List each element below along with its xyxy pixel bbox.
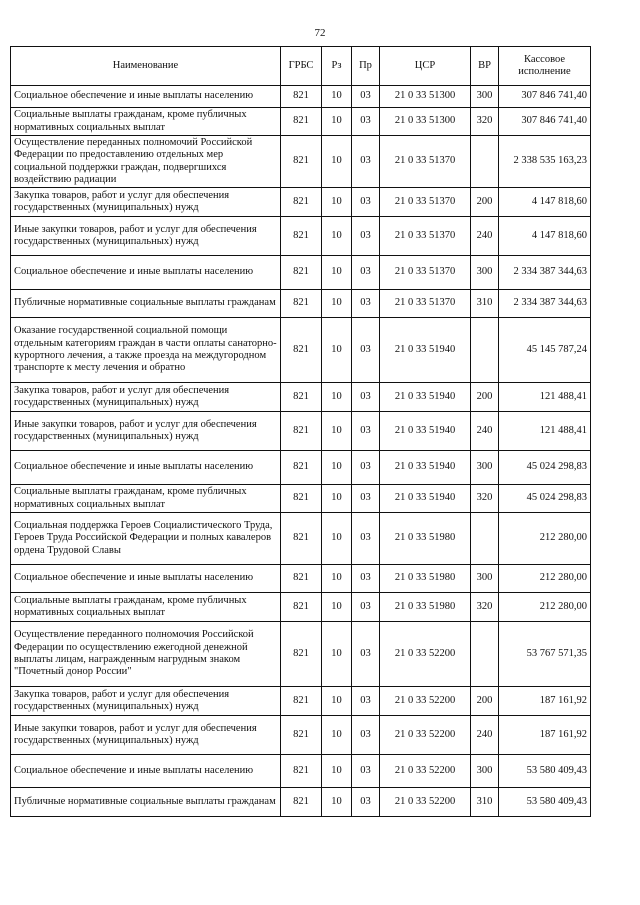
row-grbs: 821 [281,108,322,136]
table-row [11,622,591,687]
row-rz: 10 [322,383,352,412]
row-csr: 21 0 33 52200 [380,716,471,755]
row-name: Иные закупки товаров, работ и услуг для обеспечения государственных (муниципальных) нужд [11,716,281,755]
row-csr: 21 0 33 52200 [380,788,471,817]
row-csr: 21 0 33 51940 [380,451,471,485]
row-amount: 187 161,92 [499,716,591,755]
row-name: Закупка товаров, работ и услуг для обеспечения государственных (муниципальных) нужд [11,188,281,217]
row-amount: 187 161,92 [499,687,591,716]
row-rz: 10 [322,290,352,318]
row-rz: 10 [322,318,352,383]
row-grbs: 821 [281,687,322,716]
row-csr: 21 0 33 51370 [380,136,471,188]
row-pr: 03 [352,565,380,593]
row-rz: 10 [322,755,352,788]
row-csr: 21 0 33 52200 [380,622,471,687]
row-amount: 121 488,41 [499,383,591,412]
row-vr [471,318,499,383]
row-rz: 10 [322,86,352,108]
row-rz: 10 [322,451,352,485]
row-rz: 10 [322,108,352,136]
row-grbs: 821 [281,716,322,755]
row-csr: 21 0 33 51370 [380,290,471,318]
row-rz: 10 [322,217,352,256]
row-vr: 240 [471,716,499,755]
row-vr: 310 [471,788,499,817]
row-name: Иные закупки товаров, работ и услуг для обеспечения государственных (муниципальных) нужд [11,412,281,451]
row-name: Социальное обеспечение и иные выплаты населению [11,86,281,108]
row-pr: 03 [352,383,380,412]
row-vr: 310 [471,290,499,318]
row-name: Осуществление переданных полномочий Российской Федерации по предоставлению отдельных мер социальной поддержки граждан, подвергшихся воздействию радиации [11,136,281,188]
table-row [11,188,591,217]
row-rz: 10 [322,622,352,687]
row-name: Закупка товаров, работ и услуг для обеспечения государственных (муниципальных) нужд [11,383,281,412]
table-row [11,217,591,256]
row-name: Социальные выплаты гражданам, кроме публичных нормативных социальных выплат [11,485,281,513]
row-grbs: 821 [281,318,322,383]
row-pr: 03 [352,256,380,290]
row-vr: 200 [471,188,499,217]
row-csr: 21 0 33 51370 [380,188,471,217]
row-rz: 10 [322,513,352,565]
header-amount: Кассовое исполнение [499,47,591,86]
header-grbs: ГРБС [281,47,322,86]
row-amount: 53 767 571,35 [499,622,591,687]
row-amount: 307 846 741,40 [499,108,591,136]
row-grbs: 821 [281,412,322,451]
row-rz: 10 [322,256,352,290]
row-amount: 2 334 387 344,63 [499,290,591,318]
row-name: Иные закупки товаров, работ и услуг для обеспечения государственных (муниципальных) нужд [11,217,281,256]
row-vr [471,622,499,687]
row-name: Публичные нормативные социальные выплаты гражданам [11,290,281,318]
table-row [11,687,591,716]
table-body [11,86,591,817]
row-csr: 21 0 33 51940 [380,485,471,513]
row-name: Социальное обеспечение и иные выплаты населению [11,755,281,788]
row-pr: 03 [352,788,380,817]
row-vr [471,136,499,188]
row-name: Публичные нормативные социальные выплаты гражданам [11,788,281,817]
row-pr: 03 [352,593,380,622]
row-grbs: 821 [281,188,322,217]
row-pr: 03 [352,755,380,788]
row-name: Закупка товаров, работ и услуг для обеспечения государственных (муниципальных) нужд [11,687,281,716]
row-rz: 10 [322,485,352,513]
table-row [11,451,591,485]
row-grbs: 821 [281,565,322,593]
row-csr: 21 0 33 51370 [380,217,471,256]
row-amount: 121 488,41 [499,412,591,451]
row-vr: 300 [471,256,499,290]
table-row [11,86,591,108]
row-vr: 300 [471,86,499,108]
row-vr: 320 [471,593,499,622]
row-pr: 03 [352,451,380,485]
row-vr: 320 [471,485,499,513]
row-amount: 212 280,00 [499,565,591,593]
row-name: Социальные выплаты гражданам, кроме публичных нормативных социальных выплат [11,593,281,622]
header-vr: ВР [471,47,499,86]
row-amount: 4 147 818,60 [499,217,591,256]
row-name: Социальное обеспечение и иные выплаты населению [11,565,281,593]
table-row [11,108,591,136]
row-csr: 21 0 33 52200 [380,755,471,788]
row-rz: 10 [322,412,352,451]
row-pr: 03 [352,188,380,217]
row-amount: 45 024 298,83 [499,451,591,485]
row-pr: 03 [352,716,380,755]
row-vr: 300 [471,755,499,788]
table-row [11,318,591,383]
row-amount: 53 580 409,43 [499,755,591,788]
row-rz: 10 [322,716,352,755]
row-csr: 21 0 33 51940 [380,412,471,451]
row-vr: 200 [471,383,499,412]
table-row [11,565,591,593]
table-row [11,593,591,622]
row-rz: 10 [322,687,352,716]
table-row [11,412,591,451]
row-pr: 03 [352,687,380,716]
header-csr: ЦСР [380,47,471,86]
row-grbs: 821 [281,217,322,256]
row-rz: 10 [322,188,352,217]
row-grbs: 821 [281,290,322,318]
row-pr: 03 [352,485,380,513]
row-csr: 21 0 33 51940 [380,318,471,383]
row-grbs: 821 [281,788,322,817]
row-rz: 10 [322,788,352,817]
row-amount: 45 024 298,83 [499,485,591,513]
row-grbs: 821 [281,86,322,108]
row-grbs: 821 [281,513,322,565]
row-vr: 240 [471,412,499,451]
row-grbs: 821 [281,593,322,622]
table-row [11,755,591,788]
page-number: 72 [314,27,326,39]
table-row [11,383,591,412]
row-csr: 21 0 33 51980 [380,513,471,565]
row-pr: 03 [352,412,380,451]
row-rz: 10 [322,136,352,188]
row-grbs: 821 [281,383,322,412]
row-name: Социальное обеспечение и иные выплаты населению [11,256,281,290]
row-rz: 10 [322,593,352,622]
row-name: Осуществление переданного полномочия Российской Федерации по осуществлению ежегодной денежной выплаты лицам, награжденным нагрудным знаком "Почетный донор России" [11,622,281,687]
row-vr: 240 [471,217,499,256]
row-grbs: 821 [281,451,322,485]
row-grbs: 821 [281,755,322,788]
table-row [11,136,591,188]
row-csr: 21 0 33 51300 [380,108,471,136]
row-amount: 2 334 387 344,63 [499,256,591,290]
header-name: Наименование [11,47,281,86]
row-name: Оказание государственной социальной помощи отдельным категориям граждан в части оплаты санаторно-курортного лечения, а также проезда на междугородном транспорте к месту лечения и обратно [11,318,281,383]
row-rz: 10 [322,565,352,593]
row-amount: 53 580 409,43 [499,788,591,817]
row-amount: 212 280,00 [499,593,591,622]
table-row [11,788,591,817]
row-amount: 4 147 818,60 [499,188,591,217]
row-grbs: 821 [281,485,322,513]
header-pr: Пр [352,47,380,86]
table-header-row [11,47,591,86]
row-pr: 03 [352,290,380,318]
row-pr: 03 [352,86,380,108]
row-pr: 03 [352,513,380,565]
table-row [11,290,591,318]
header-rz: Рз [322,47,352,86]
table-row [11,716,591,755]
table-row [11,256,591,290]
row-pr: 03 [352,108,380,136]
row-vr: 300 [471,565,499,593]
row-csr: 21 0 33 52200 [380,687,471,716]
row-name: Социальные выплаты гражданам, кроме публичных нормативных социальных выплат [11,108,281,136]
row-vr: 320 [471,108,499,136]
row-name: Социальное обеспечение и иные выплаты населению [11,451,281,485]
row-grbs: 821 [281,256,322,290]
row-pr: 03 [352,318,380,383]
row-amount: 212 280,00 [499,513,591,565]
row-pr: 03 [352,217,380,256]
row-grbs: 821 [281,136,322,188]
row-csr: 21 0 33 51980 [380,593,471,622]
row-csr: 21 0 33 51370 [380,256,471,290]
row-grbs: 821 [281,622,322,687]
row-amount: 45 145 787,24 [499,318,591,383]
row-pr: 03 [352,622,380,687]
row-vr: 300 [471,451,499,485]
row-vr: 200 [471,687,499,716]
row-csr: 21 0 33 51940 [380,383,471,412]
row-pr: 03 [352,136,380,188]
budget-execution-table [10,46,591,817]
row-csr: 21 0 33 51300 [380,86,471,108]
row-name: Социальная поддержка Героев Социалистического Труда, Героев Труда Российской Федерации и полных кавалеров ордена Трудовой Славы [11,513,281,565]
table-row [11,485,591,513]
row-amount: 307 846 741,40 [499,86,591,108]
table-row [11,513,591,565]
row-vr [471,513,499,565]
row-csr: 21 0 33 51980 [380,565,471,593]
row-amount: 2 338 535 163,23 [499,136,591,188]
